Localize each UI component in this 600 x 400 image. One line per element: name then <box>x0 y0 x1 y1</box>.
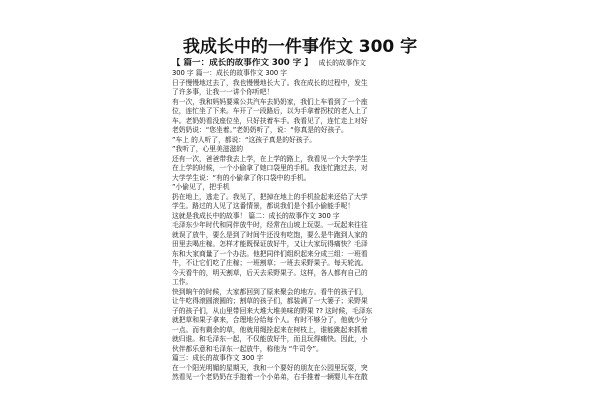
text-line <box>172 335 428 345</box>
line-text: 在一个阳光明媚的星期天，我和一个要好的朋友在公园里玩耍，突 <box>172 363 368 372</box>
text-line <box>172 326 428 336</box>
text-line <box>172 345 428 355</box>
text-line <box>172 136 428 146</box>
text-line <box>172 193 428 203</box>
heading-suffix: 成长的故事作文 <box>318 59 366 67</box>
text-line <box>172 364 428 374</box>
text-line <box>172 354 428 364</box>
line-text: 伙伴都乐意和毛泽东一起放牛，称他为 “牛司令”。 <box>172 344 323 353</box>
line-text: 扔在地上，逃走了。我见了，把掉在地上的手机捡起来还给了大学 <box>172 192 368 201</box>
line-text: 让牛吃得滚圆滚圆的；割草的孩子们，都装满了一大篓子；采野果 <box>172 297 368 305</box>
line-text: 日子慢慢地过去了，我也慢慢地长大了。我在成长的过程中，发生 <box>172 78 368 87</box>
line-text: 这就是我成长中的故事！ 篇二：成长的故事作文 300 字 <box>172 211 340 220</box>
section-heading <box>172 58 428 69</box>
line-text: 学生。路过的人见了这番情景，都说我们是个抓小偷能手呢！ <box>172 202 355 210</box>
text-line <box>172 202 428 212</box>
text-line <box>172 297 428 307</box>
line-text: 子的孩子们，从山里带回来大堆大堆美味的野果 ?? 这时候，毛泽东 <box>172 306 373 315</box>
line-text: 车。老奶奶看没座位坐，只好扶着车手。我看见了，连忙走上对好 <box>172 116 368 125</box>
line-text: ”车上 的人听了，都说：“这孩子真是的好孩子。 <box>172 135 316 144</box>
text-line <box>172 126 428 136</box>
line-text: 然看见一个老奶奶在手抱着一个小弟弟，右手推着一辆婴儿车在散 <box>172 373 368 381</box>
line-text: 一点。而有剩余的草，他就用绳拴起来在树枝上，谁能跳起来抓着 <box>172 325 368 334</box>
line-text: 田里去喝庄稼。怎样才能既保证放好牛，又让大家玩得痛快？毛泽 <box>172 240 368 248</box>
text-line <box>172 373 428 383</box>
line-text: ”小偷见了，把手机 <box>172 183 230 191</box>
line-text: 毛泽东少年时代和同伴放牛时，经常在山坡上玩耍。一玩起来往往 <box>172 221 368 229</box>
document-body <box>172 58 428 383</box>
document-page <box>172 32 428 400</box>
line-text: 今天看牛的，明天割草，后天去采野果子。这样，各人都有自己的 <box>172 268 368 277</box>
line-text: 东和大家商量了一个办法。他把同伴们组织起来分成三组：一班看 <box>172 249 368 258</box>
line-text: 了许多事，让我一一讲个你听吧！ <box>172 88 274 96</box>
line-text: 工作。 <box>172 278 193 286</box>
line-text: 大学学生说：“有的小偷拿了你口袋中的手机。 <box>172 173 311 182</box>
text-line <box>172 145 428 155</box>
text-line <box>172 250 428 260</box>
text-line <box>172 231 428 241</box>
line-text: 快到晌午的时候，大家都回到了原来聚会的地方。看牛的孩子们， <box>172 287 368 296</box>
line-text: 还有一次，爸爸带我去上学，在上学的路上，我看见一个大学学生 <box>172 154 368 163</box>
line-text: 【 篇一：成长的故事作文 300 字 】 <box>172 58 313 68</box>
line-text: 牛，不让它们吃了庄稼；一班割草；一班去采野果子。每天轮流。 <box>172 259 368 267</box>
text-line <box>172 79 428 89</box>
text-line <box>172 174 428 184</box>
text-line <box>172 212 428 222</box>
text-line <box>172 69 428 79</box>
text-line <box>172 316 428 326</box>
text-line <box>172 155 428 165</box>
text-line <box>172 117 428 127</box>
text-line <box>172 221 428 231</box>
text-line <box>172 98 428 108</box>
text-line <box>172 164 428 174</box>
line-text: 篇三：成长的故事作文 300 字 <box>172 354 264 362</box>
text-line <box>172 259 428 269</box>
text-line <box>172 240 428 250</box>
line-text: 就误了放牛，要么是到了时间牛还没有吃饱，要么是牛跑到人家的 <box>172 230 368 239</box>
text-line <box>172 278 428 288</box>
line-text: 在上学的时候，一个小偷拿了她口袋里的手机。我连忙跑过去，对 <box>172 164 368 172</box>
text-line <box>172 307 428 317</box>
text-line <box>172 183 428 193</box>
text-line <box>172 88 428 98</box>
line-text: 300 字 篇一：成长的故事作文 300 字 <box>172 69 288 77</box>
line-text: ”我听了，心里美滋滋的 <box>172 145 243 153</box>
line-text: 老奶奶说：“您坐着。”老奶奶听了，说：“你真是的好孩子。 <box>172 126 348 134</box>
line-text: 有一次，我和妈妈要乘公共汽车去奶奶家，我们上车看到了一个座 <box>172 97 368 106</box>
text-line <box>172 269 428 279</box>
line-text: 就归谁。和毛泽东一起，不仅能放好牛，而且玩得痛快。因此，小 <box>172 335 368 343</box>
text-line <box>172 107 428 117</box>
line-text: 位，连忙坐了下来。车开了一段路后，以为手拿着拐杖的老人上了 <box>172 107 368 115</box>
line-text: 就把草和果子拿来，合理地分给每个人。有时不够分了，他就少分 <box>172 316 368 324</box>
text-line <box>172 288 428 298</box>
document-title: 我成长中的一件事作文 300 字 <box>182 37 418 57</box>
